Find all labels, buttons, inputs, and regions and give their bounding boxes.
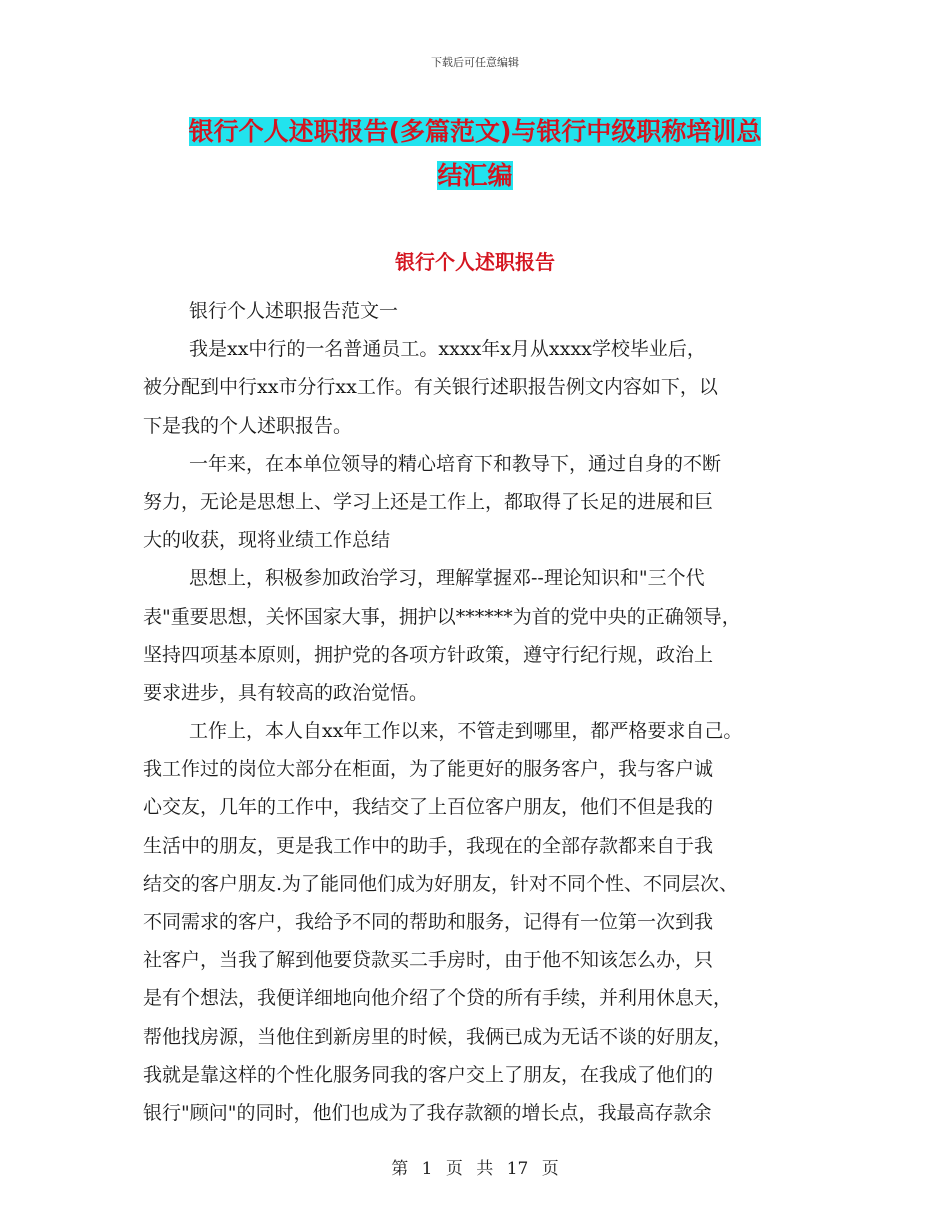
title-line-2: 结汇编: [437, 161, 513, 190]
body-line: 大的收获，现将业绩工作总结: [143, 529, 391, 552]
page-footer: 第 1 页 共 17 页: [391, 1159, 559, 1179]
body-line: 思想上，积极参加政治学习，理解掌握邓--理论知识和"三个代: [189, 567, 705, 590]
body-line: 银行个人述职报告范文一: [189, 300, 399, 322]
body-line: 努力，无论是思想上、学习上还是工作上，都取得了长足的进展和巨: [143, 490, 714, 513]
section-title: 银行个人述职报告: [395, 250, 555, 274]
body-line: 表"重要思想，关怀国家大事，拥护以******为首的党中央的正确领导，: [143, 605, 741, 628]
body-line: 坚持四项基本原则，拥护党的各项方针政策，遵守行纪行规，政治上: [143, 643, 714, 666]
body-line: 我是xx中行的一名普通员工。xxxx年x月从xxxx学校毕业后，: [189, 338, 706, 361]
body-line: 工作上，本人自xx年工作以来，不管走到哪里，都严格要求自己。: [189, 720, 743, 743]
body-line: 心交友，几年的工作中，我结交了上百位客户朋友，他们不但是我的: [143, 796, 714, 819]
body-line: 我就是靠这样的个性化服务同我的客户交上了朋友，在我成了他们的: [143, 1063, 714, 1086]
body-line: 我工作过的岗位大部分在柜面，为了能更好的服务客户，我与客户诚: [143, 758, 714, 781]
title-line-1: 银行个人述职报告(多篇范文)与银行中级职称培训总: [188, 117, 762, 146]
body-line: 被分配到中行xx市分行xx工作。有关银行述职报告例文内容如下，以: [143, 376, 718, 399]
body-line: 银行"顾问"的同时，他们也成为了我存款额的增长点，我最高存款余: [143, 1101, 712, 1124]
body-line: 是有个想法，我便详细地向他介绍了个贷的所有手续，并利用休息天，: [143, 987, 733, 1010]
body-line: 生活中的朋友，更是我工作中的助手，我现在的全部存款都来自于我: [143, 834, 714, 857]
body-line: 下是我的个人述职报告。: [143, 414, 353, 437]
body-line: 一年来，在本单位领导的精心培育下和教导下，通过自身的不断: [189, 452, 722, 475]
body-text: [143, 292, 815, 1132]
body-line: 帮他找房源，当他住到新房里的时候，我俩已成为无话不谈的好朋友，: [143, 1025, 733, 1048]
header-note: 下载后可任意编辑: [431, 56, 519, 69]
body-line: 要求进步，具有较高的政治觉悟。: [143, 681, 429, 704]
body-line: 结交的客户朋友.为了能同他们成为好朋友，针对不同个性、不同层次、: [143, 872, 739, 895]
document-title: [140, 110, 810, 198]
body-line: 社客户，当我了解到他要贷款买二手房时，由于他不知该怎么办，只: [143, 949, 714, 972]
body-line: 不同需求的客户，我给予不同的帮助和服务，记得有一位第一次到我: [143, 911, 714, 933]
